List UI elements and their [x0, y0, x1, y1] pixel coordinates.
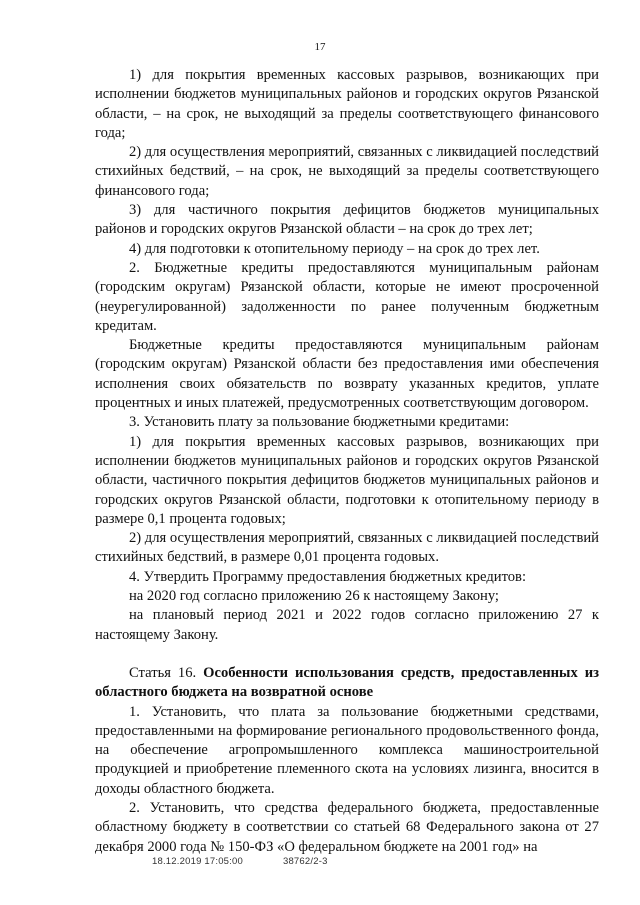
- document-footer: [152, 856, 328, 867]
- paragraph: 1. Установить, что плата за пользование бюджетными средствами, предоставленными на формирование регионального продовольственного фонда, на обеспечение агропромышленного комплекса машиностроительной продукцией и приобретение племенного скота на условиях лизинга, вносится в доходы областного бюджета.: [95, 703, 599, 797]
- paragraph: 4) для подготовки к отопительному периоду – на срок до трех лет.: [129, 240, 540, 257]
- article-title: Особенности использования средств, предоставленных из областного бюджета на возвратной основе: [95, 664, 599, 701]
- paragraph: 1) для покрытия временных кассовых разрывов, возникающих при исполнении бюджетов муниципальных районов и городских округов Рязанской области, – на срок, не выходящий за пределы соответствующего финансового года;: [95, 67, 599, 141]
- paragraph: на 2020 год согласно приложению 26 к настоящему Закону;: [129, 588, 499, 605]
- paragraph: 2) для осуществления мероприятий, связанных с ликвидацией последствий стихийных бедствий, – на срок, не выходящий за пределы соответствующего финансового года;: [95, 144, 599, 199]
- footer-doc-id: 38762/2-3: [282, 856, 328, 867]
- article-heading: [95, 664, 599, 703]
- paragraph: 4. Утвердить Программу предоставления бюджетных кредитов:: [129, 568, 526, 585]
- document-body: [95, 66, 599, 857]
- paragraph: 3. Установить плату за пользование бюджетными кредитами:: [129, 414, 510, 431]
- paragraph: 3) для частичного покрытия дефицитов бюджетов муниципальных районов и городских округов Рязанской области – на срок до трех лет;: [95, 202, 599, 238]
- footer-timestamp: 18.12.2019 17:05:00: [152, 856, 243, 867]
- paragraph: 2. Установить, что средства федерального бюджета, предоставленные областному бюджету в соответствии со статьей 68 Федерального закона от 27 декабря 2000 года № 150-ФЗ «О федеральном бюджете на 2001 год» на: [95, 799, 599, 855]
- paragraph: 1) для покрытия временных кассовых разрывов, возникающих при исполнении бюджетов муниципальных районов и городских округов Рязанской области, частичного покрытия дефицитов бюджетов муниципальных районов и городских округов Рязанской области, подготовки к отопительному периоду в размере 0,1 процента годовых;: [95, 433, 599, 527]
- paragraph: на плановый период 2021 и 2022 годов согласно приложению 27 к настоящему Закону.: [95, 607, 599, 643]
- paragraph: 2. Бюджетные кредиты предоставляются муниципальным районам (городским округам) Рязанской области, которые не имеют просроченной (неурегулированной) задолженности по ранее полученным бюджетным кредитам.: [95, 259, 599, 334]
- page-number: 17: [314, 41, 326, 53]
- paragraph: Бюджетные кредиты предоставляются муниципальным районам (городским округам) Рязанской области без предоставления ими обеспечения исполнения своих обязательств по возврату указанных кредитов, уплате процентных и иных платежей, предусмотренных соответствующим договором.: [95, 337, 599, 412]
- article-label: Статья 16.: [129, 664, 197, 681]
- paragraph: 2) для осуществления мероприятий, связанных с ликвидацией последствий стихийных бедствий, в размере 0,01 процента годовых.: [95, 530, 599, 566]
